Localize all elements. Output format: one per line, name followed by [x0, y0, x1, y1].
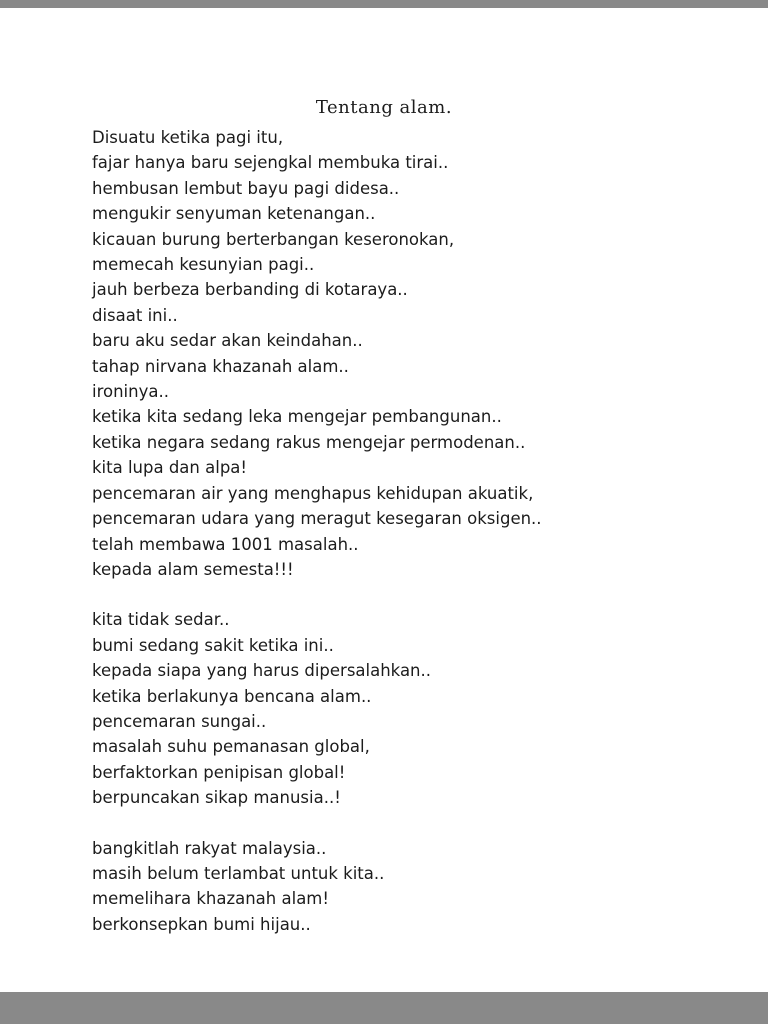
poem-line: masalah suhu pemanasan global, — [92, 737, 370, 757]
poem-line: disaat ini.. — [92, 305, 178, 325]
poem-line: bumi sedang sakit ketika ini.. — [92, 635, 334, 655]
poem-line: Disuatu ketika pagi itu, — [92, 128, 284, 147]
poem-line: kita tidak sedar.. — [92, 610, 230, 630]
poem-line: berfaktorkan penipisan global! — [92, 762, 346, 782]
poem-line: pencemaran udara yang meragut kesegaran oksigen.. — [92, 509, 542, 529]
poem-line: memelihara khazanah alam! — [92, 889, 329, 909]
poem-line: hembusan lembut bayu pagi didesa.. — [92, 178, 400, 198]
poem-title: Tentang alam. — [315, 97, 453, 118]
poem-line: kicauan burung berterbangan keseronokan, — [92, 229, 455, 249]
poem-line: berpuncakan sikap manusia..! — [92, 788, 341, 808]
poem-line: jauh berbeza berbanding di kotaraya.. — [92, 280, 408, 300]
poem-line: bangkitlah rakyat malaysia.. — [92, 838, 327, 858]
poem-line: berkonsepkan bumi hijau.. — [92, 914, 311, 934]
poem-line: masih belum terlambat untuk kita.. — [92, 863, 385, 883]
poem-stanza-3 — [92, 836, 728, 938]
poem-line: pencemaran sungai.. — [92, 711, 267, 731]
poem-line: kita lupa dan alpa! — [92, 458, 248, 478]
poem-stanza-1 — [92, 125, 728, 582]
poem-line: kepada alam semesta!!! — [92, 559, 294, 579]
poem-line: memecah kesunyian pagi.. — [92, 255, 315, 275]
poem-body — [0, 125, 768, 937]
poem-line: tahap nirvana khazanah alam.. — [92, 356, 349, 376]
poem-line: ironinya.. — [92, 382, 169, 402]
poem-line: mengukir senyuman ketenangan.. — [92, 204, 376, 224]
poem-line: kepada siapa yang harus dipersalahkan.. — [92, 661, 432, 681]
poem-line: telah membawa 1001 masalah.. — [92, 534, 359, 554]
poem-stanza-2 — [92, 607, 728, 810]
poem-line: pencemaran air yang menghapus kehidupan akuatik, — [92, 483, 534, 503]
poem-line: ketika negara sedang rakus mengejar permodenan.. — [92, 432, 526, 452]
poem-line: ketika kita sedang leka mengejar pembangunan.. — [92, 407, 502, 427]
document-page — [0, 8, 768, 992]
poem-line: fajar hanya baru sejengkal membuka tirai.. — [92, 153, 449, 173]
poem-line: ketika berlakunya bencana alam.. — [92, 686, 372, 706]
poem-line: baru aku sedar akan keindahan.. — [92, 331, 363, 351]
